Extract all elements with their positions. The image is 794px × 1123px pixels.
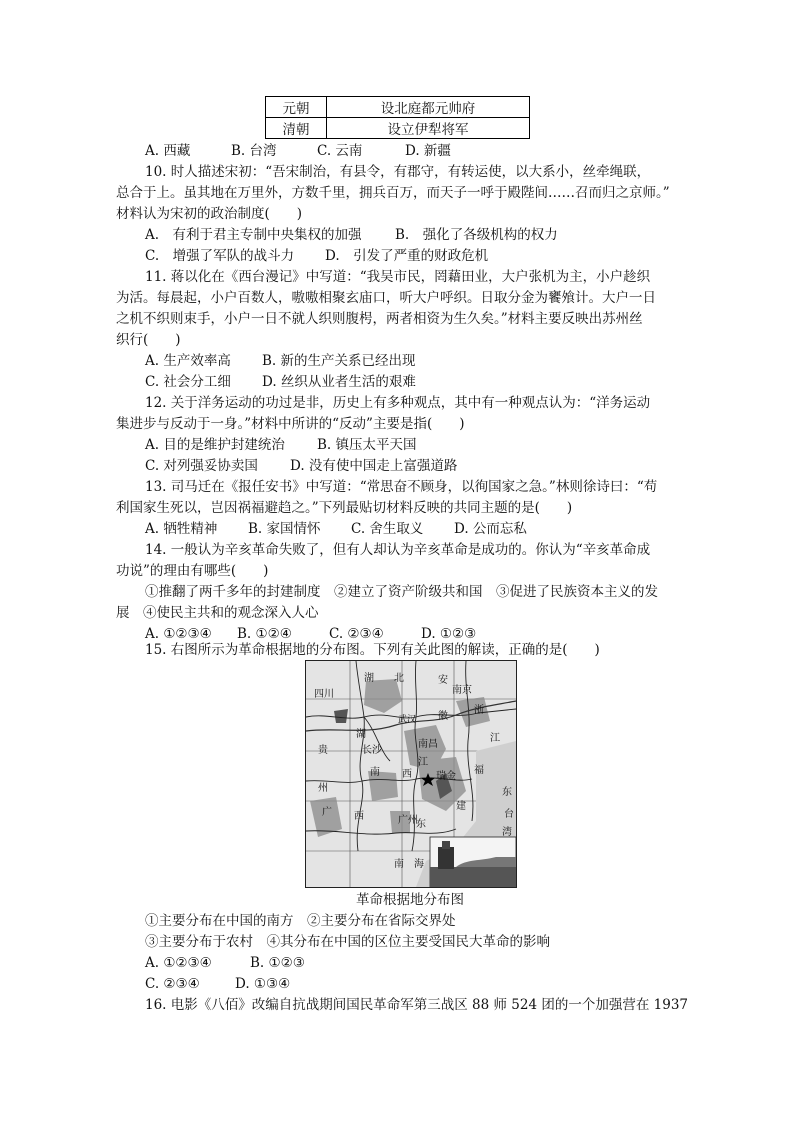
map-label: 徽 <box>438 711 448 722</box>
option: B. 台湾 <box>231 143 277 159</box>
q11-stem-line: 之机不织则束手，小户一日不就人织则腹枵，两者相资为生久矣。”材料主要反映出苏州丝 <box>116 311 643 327</box>
q13-stem-line: 13. 司马迁在《报任安书》中写道：“常思奋不顾身，以徇国家之急。”林则徐诗曰：“苟 <box>145 479 658 495</box>
q14-stem-line: 功说”的理由有哪些( ) <box>116 563 269 579</box>
q15-statement-line: ③主要分布于农村 ④其分布在中国的区位主要受国民大革命的影响 <box>145 934 550 950</box>
q14-statement-line: 展 ④使民主共和的观念深入人心 <box>116 605 319 621</box>
table-cell: 清朝 <box>266 118 327 139</box>
dynasty-table <box>265 96 530 139</box>
option: A. 生产效率高 <box>145 353 231 369</box>
map-label: 湖 <box>364 673 374 684</box>
q12-options <box>145 456 457 476</box>
map-label: 浙 <box>474 705 484 716</box>
map-label: 广州 <box>398 815 418 826</box>
option: C. ②③④ <box>145 976 200 992</box>
option: D. ①②③ <box>421 626 477 642</box>
option: D. 新疆 <box>405 143 451 159</box>
option: B. 新的生产关系已经出现 <box>262 353 416 369</box>
option: A. ①②③④ <box>145 955 212 971</box>
q16-stem-line: 16. 电影《八佰》改编自抗战期间国民革命军第三战区 88 师 524 团的一个加强营在 1937 <box>145 997 689 1013</box>
option: B. 强化了各级机构的权力 <box>395 227 558 243</box>
map-label: 江 <box>418 757 428 768</box>
option: A. 西藏 <box>145 143 191 159</box>
table-cell: 元朝 <box>266 97 327 118</box>
q11-stem-line: 为活。每晨起，小户百数人，嗷嗷相聚玄庙口，听大户呼织。日取分金为饔飧计。大户一日 <box>116 290 656 306</box>
table-cell: 设北庭都元帅府 <box>327 97 530 118</box>
q13-stem-line: 利国家生死以，岂因祸福避趋之。”下列最贴切材料反映的共同主题的是( ) <box>116 500 573 516</box>
revolutionary-base-map <box>305 660 517 888</box>
option: C. 云南 <box>317 143 363 159</box>
q10-stem-line: 材料认为宋初的政治制度( ) <box>116 206 303 222</box>
map-label: 东 <box>502 787 512 798</box>
map-label: 湾 <box>502 827 512 838</box>
q10-options <box>145 246 488 266</box>
option: B. ①②④ <box>237 626 292 642</box>
map-label: 武汉 <box>398 715 417 725</box>
map-label: 广 <box>322 807 332 818</box>
q12-stem-line: 集进步与反动于一身。”材料中所讲的“反动”主要是指( ) <box>116 416 465 432</box>
option: C. 舍生取义 <box>351 521 424 537</box>
table-cell: 设立伊犁将军 <box>327 118 530 139</box>
option: D. 没有使中国走上富强道路 <box>290 458 458 474</box>
option: B. ①②③ <box>250 955 305 971</box>
q11-stem-line: 11. 蒋以化在《西台漫记》中写道：“我吴市民，罔藉田业，大户张机为主，小户趁织 <box>145 269 651 285</box>
option: D. 公而忘私 <box>454 521 527 537</box>
q14-stem-line: 14. 一般认为辛亥革命失败了，但有人却认为辛亥革命是成功的。你认为“辛亥革命成 <box>145 542 651 558</box>
map-label: 福 <box>474 765 484 776</box>
option: C. 对列强妥协卖国 <box>145 458 258 474</box>
map-label: 海 <box>414 859 424 870</box>
map-label: 北 <box>394 673 404 684</box>
option: B. 家国情怀 <box>248 521 321 537</box>
q15-stem: 15. 右图所示为革命根据地的分布图。下列有关此图的解读，正确的是( ) <box>145 642 600 658</box>
q10-stem-line: 总合于上。虽其地在万里外，方数千里，拥兵百万，而天子一呼于殿陛间……召而归之京师。” <box>116 185 670 201</box>
map-label: 南 <box>394 859 404 870</box>
map-label: 安 <box>438 675 448 686</box>
q14-statement-line: ①推翻了两千多年的封建制度 ②建立了资产阶级共和国 ③促进了民族资本主义的发 <box>145 584 658 600</box>
q11-options <box>145 351 416 371</box>
option: D. ①③④ <box>235 976 291 992</box>
q15-options <box>145 974 290 994</box>
map-label: 南昌 <box>418 739 438 750</box>
q11-stem-line: 织行( ) <box>116 332 181 348</box>
map-label: 长沙 <box>362 745 382 756</box>
map-label: 瑞金 <box>436 771 456 782</box>
q9-options <box>145 141 451 161</box>
q15-options <box>145 953 305 973</box>
option: C. 社会分工细 <box>145 374 231 390</box>
q12-options <box>145 435 417 455</box>
map-label: 台 <box>504 809 514 820</box>
table-row <box>266 97 530 118</box>
q10-options <box>145 225 558 245</box>
option: C. ②③④ <box>329 626 384 642</box>
q13-options <box>145 519 527 539</box>
map-label: 贵 <box>318 745 328 756</box>
option: C. 增强了军队的战斗力 <box>145 248 295 264</box>
q11-options <box>145 372 416 392</box>
map-label: 西 <box>402 769 412 780</box>
map-label: 州 <box>318 783 328 794</box>
map-label: 南京 <box>452 685 472 696</box>
map-label: 江 <box>490 733 500 744</box>
option: D. 引发了严重的财政危机 <box>325 248 489 264</box>
option: A. 有利于君主专制中央集权的加强 <box>145 227 362 243</box>
map-label: 四川 <box>314 689 334 700</box>
map-label: 西 <box>354 811 364 822</box>
q12-stem-line: 12. 关于洋务运动的功过是非，历史上有多种观点，其中有一种观点认为：“洋务运动 <box>145 395 651 411</box>
option: A. ①②③④ <box>145 626 212 642</box>
option: A. 牺牲精神 <box>145 521 218 537</box>
option: D. 丝织从业者生活的艰难 <box>262 374 416 390</box>
map-caption: 革命根据地分布图 <box>356 892 464 908</box>
option: A. 目的是维护封建统治 <box>145 437 285 453</box>
q15-statement-line: ①主要分布在中国的南方 ②主要分布在省际交界处 <box>145 913 456 929</box>
q10-stem-line: 10. 时人描述宋初：“吾宋制治，有县令，有郡守，有转运使，以大系小，丝牵绳联， <box>145 164 651 180</box>
map-label: 东 <box>416 819 426 830</box>
table-row <box>266 118 530 139</box>
map-label: 建 <box>456 801 466 812</box>
option: B. 镇压太平天国 <box>317 437 417 453</box>
map-label: 湖 <box>356 729 366 740</box>
map-label: 南 <box>370 767 380 778</box>
